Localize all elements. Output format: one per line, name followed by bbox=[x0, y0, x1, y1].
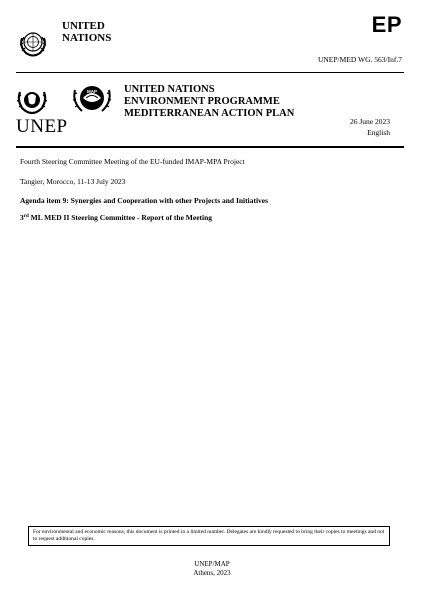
document-language: English bbox=[367, 128, 390, 137]
environment-note: For environmental and economic reasons, this document is printed in a limited number. Delegates are kindly requested to bring their copies to meetings and not to request additional copies. bbox=[28, 526, 390, 546]
title-text: ML MED II Steering Committee - Report of the Meeting bbox=[28, 213, 213, 222]
unep-wordmark: UNEP bbox=[16, 116, 68, 137]
org-line-2: ENVIRONMENT PROGRAMME bbox=[124, 96, 280, 107]
footer-org: UNEP/MAP bbox=[194, 560, 230, 568]
title-ordinal: 3 bbox=[20, 213, 24, 222]
ep-code: EP bbox=[371, 12, 402, 37]
un-name-line2: NATIONS bbox=[62, 32, 112, 44]
document-title bbox=[20, 213, 212, 222]
map-logo-icon bbox=[72, 80, 112, 116]
org-line-3: MEDITERRANEAN ACTION PLAN bbox=[124, 108, 295, 119]
meeting-name: Fourth Steering Committee Meeting of the EU-funded IMAP-MPA Project bbox=[20, 157, 245, 166]
header-rule-thick bbox=[16, 146, 404, 148]
header-rule bbox=[16, 72, 404, 73]
un-name bbox=[62, 20, 111, 44]
title-ordinal-suffix: rd bbox=[23, 214, 29, 219]
document-date: 26 June 2023 bbox=[350, 117, 390, 126]
meeting-venue: Tangier, Morocco, 11-13 July 2023 bbox=[20, 177, 126, 186]
unep-logo-icon bbox=[16, 86, 48, 114]
un-emblem-icon bbox=[18, 28, 48, 58]
document-symbol: UNEP/MED WG. 563/Inf.7 bbox=[317, 55, 402, 64]
agenda-item: Agenda item 9: Synergies and Cooperation with other Projects and Initiatives bbox=[20, 196, 269, 205]
map-logo-text: MAP bbox=[87, 89, 97, 94]
org-line-1: UNITED NATIONS bbox=[124, 84, 215, 95]
footer-city-year: Athens, 2023 bbox=[193, 569, 231, 577]
un-name-line1: UNITED bbox=[62, 20, 105, 32]
